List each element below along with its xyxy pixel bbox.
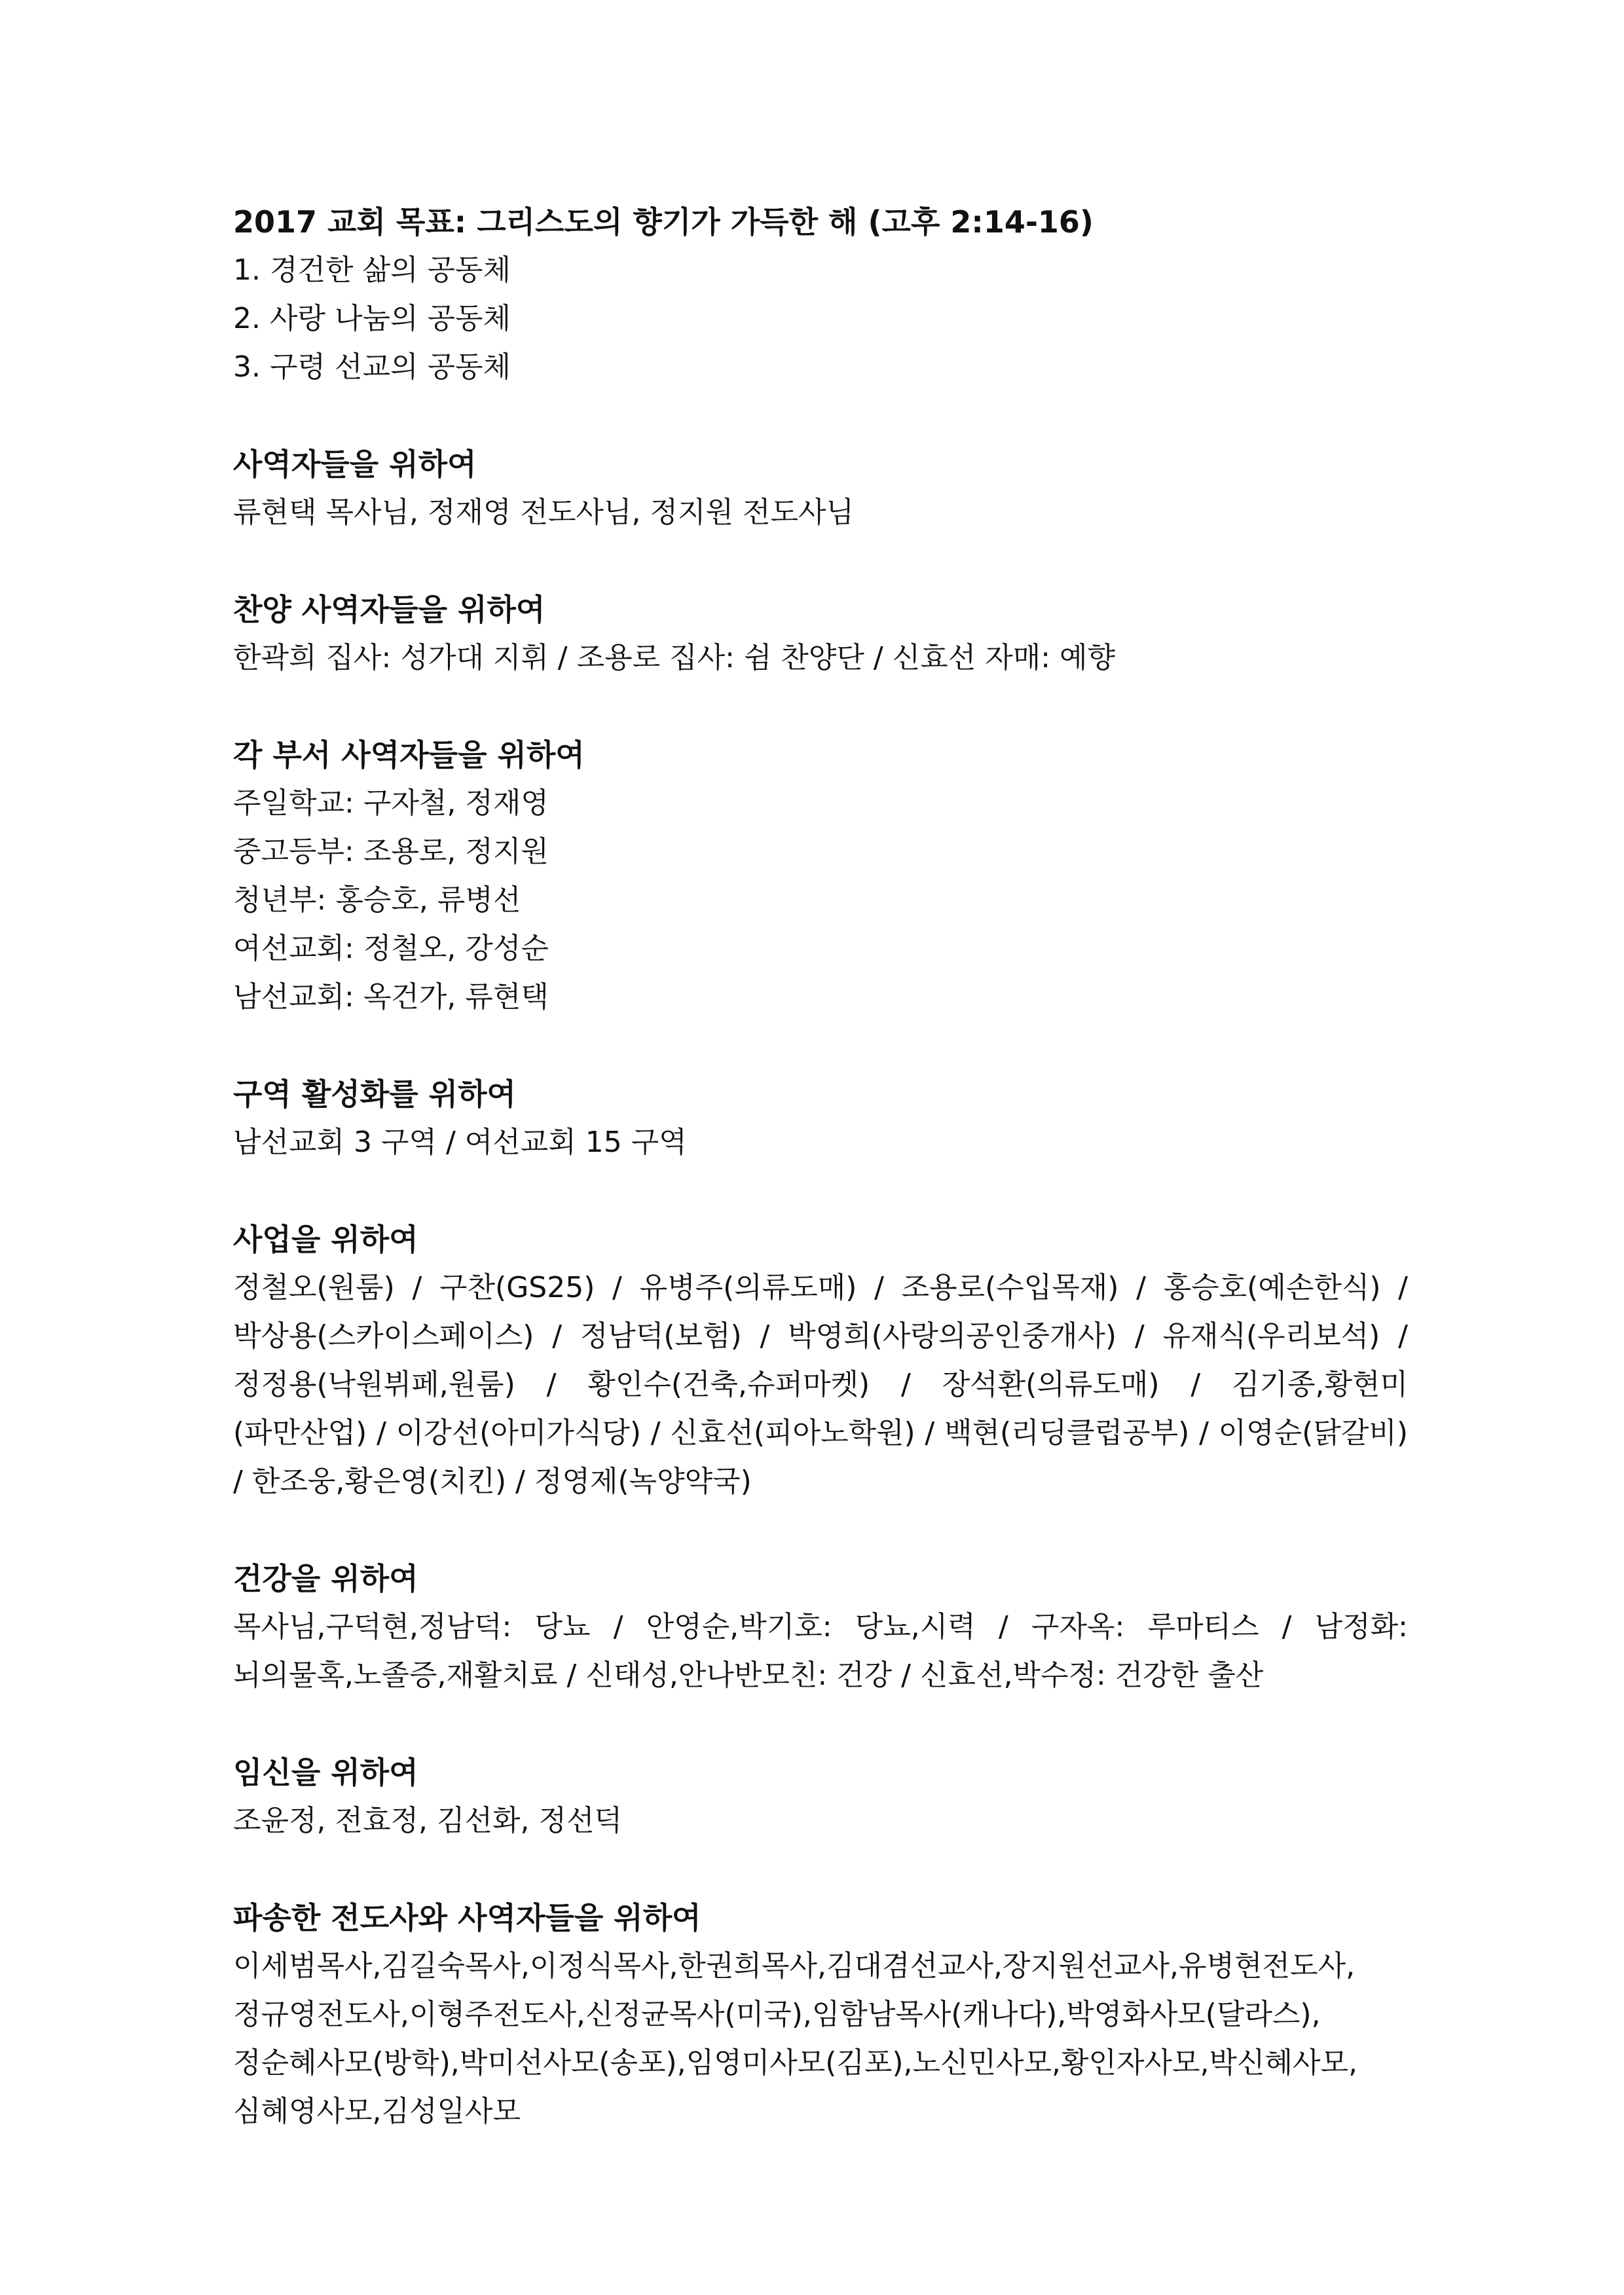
business-text: 정철오(원룸) / 구찬(GS25) / 유병주(의류도매) / 조용로(수입목재) / 홍승호(예손한식) / 박상용(스카이스페이스) / 정남덕(보험) / 박영희(사랑의공인중개사) / 유재식(우리보석) / 정정용(낙원뷔페,원룸) / 황인수(건축,슈퍼마켓) / 장석환(의류도매) / 김기종,황현미(파만산업) / 이강선(아미가식당) / 신효선(피아노학원) / 백현(리딩클럽공부) / 이영순(닭갈비) / 한조웅,황은영(치킨) / 정영제(녹양약국) <box>233 1271 1409 1498</box>
health-title: 건강을 위하여 <box>233 1561 418 1596</box>
missionaries-text: 이세범목사,김길숙목사,이정식목사,한권희목사,김대겸선교사,장지원선교사,유병현전도사,정규영전도사,이형주전도사,신정균목사(미국),임함남목사(캐나다),박영화사모(달라스),정순혜사모(방학),박미선사모(송포),임영미사모(김포),노신민사모,황인자사모,박신혜사모,심혜영사모,김성일사모 <box>233 1949 1358 2128</box>
goal-item: 3. 구령 선교의 공동체 <box>233 350 511 384</box>
health-section <box>233 1554 1408 1700</box>
districts-title: 구역 활성화를 위하여 <box>233 1076 516 1112</box>
departments-title: 각 부서 사역자들을 위하여 <box>233 737 585 773</box>
department-item: 주일학교: 구자철, 정재영 <box>233 786 549 820</box>
department-item: 여선교회: 정철오, 강성순 <box>233 932 549 965</box>
praise-section <box>233 585 1408 682</box>
ministers-title: 사역자들을 위하여 <box>233 447 477 482</box>
missionaries-title: 파송한 전도사와 사역자들을 위하여 <box>233 1900 701 1936</box>
pregnancy-text: 조윤정, 전효정, 김선화, 정선덕 <box>233 1804 622 1837</box>
business-section <box>233 1215 1408 1506</box>
missionaries-section <box>233 1894 1408 2136</box>
pregnancy-title: 임신을 위하여 <box>233 1755 418 1790</box>
department-item: 청년부: 홍승호, 류병선 <box>233 883 521 917</box>
goal-item: 2. 사랑 나눔의 공동체 <box>233 302 511 335</box>
goal-item: 1. 경건한 삶의 공동체 <box>233 253 511 287</box>
business-title: 사업을 위하여 <box>233 1222 418 1257</box>
departments-section <box>233 731 1408 1021</box>
districts-section <box>233 1070 1408 1167</box>
department-item: 중고등부: 조용로, 정지원 <box>233 835 549 868</box>
church-goal-section <box>233 198 1408 392</box>
health-text: 목사님,구덕현,정남덕: 당뇨 / 안영순,박기호: 당뇨,시력 / 구자옥: 루마티스 / 남정화: 뇌의물혹,노졸증,재활치료 / 신태성,안나반모친: 건강 / 신효선,박수정: 건강한 출산 <box>233 1610 1408 1692</box>
praise-title: 찬양 사역자들을 위하여 <box>233 592 545 627</box>
ministers-text: 류현택 목사님, 정재영 전도사님, 정지원 전도사님 <box>233 496 854 529</box>
church-goal-title: 2017 교회 목표: 그리스도의 향기가 가득한 해 (고후 2:14-16) <box>233 204 1094 240</box>
pregnancy-section <box>233 1748 1408 1845</box>
ministers-section <box>233 440 1408 537</box>
department-item: 남선교회: 옥건가, 류현택 <box>233 980 549 1014</box>
districts-text: 남선교회 3 구역 / 여선교회 15 구역 <box>233 1126 687 1159</box>
praise-text: 한곽희 집사: 성가대 지휘 / 조용로 집사: 쉼 찬양단 / 신효선 자매: 예향 <box>233 641 1116 674</box>
